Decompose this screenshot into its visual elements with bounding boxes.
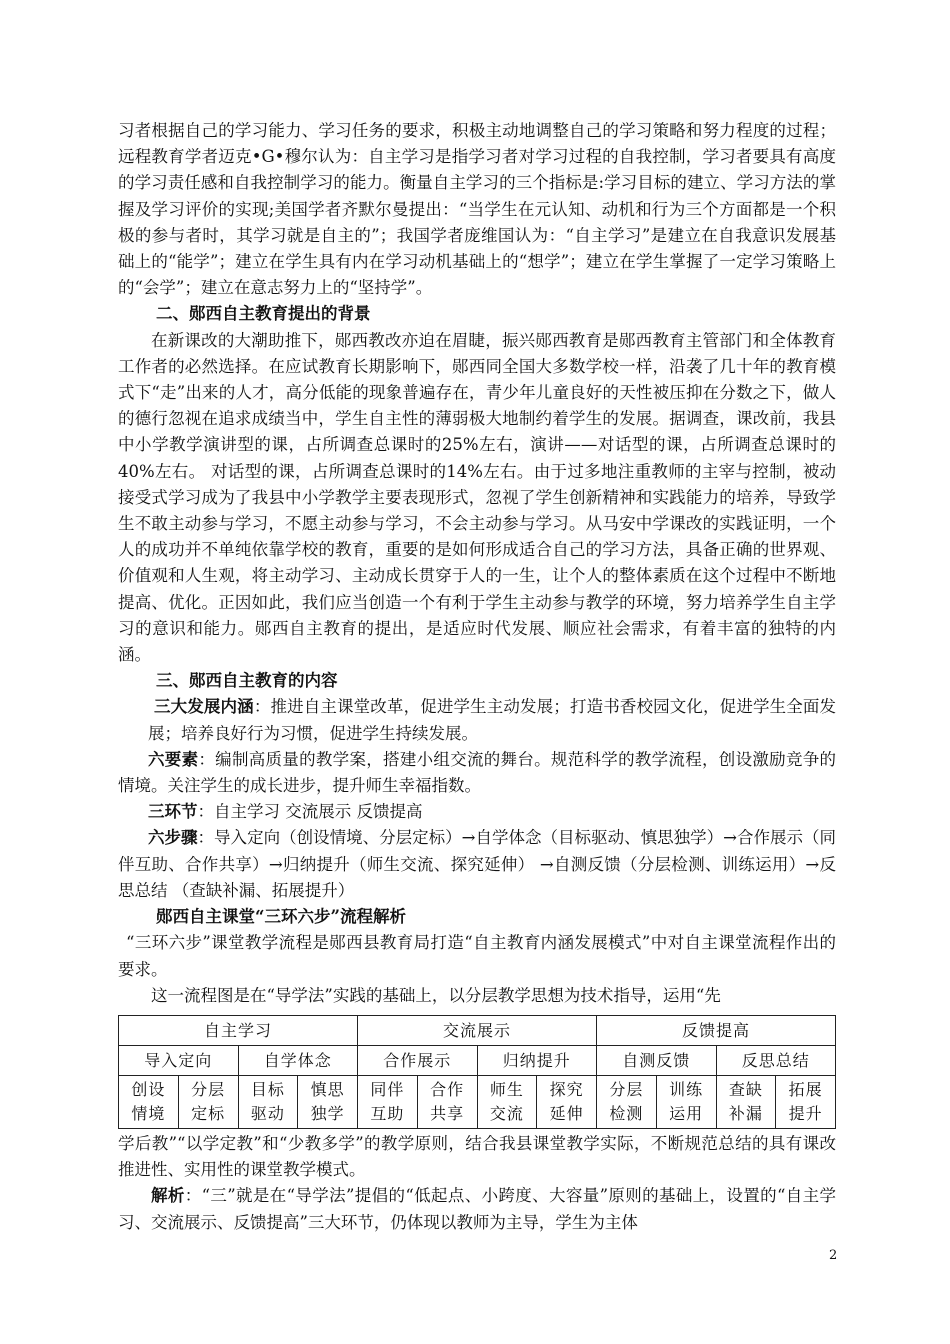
substep-line: 延伸 (549, 1103, 584, 1123)
substep-line: 创设 (131, 1079, 166, 1099)
flow-paragraph-1: “三环六步”课堂教学流程是郧西县教育局打造“自主教育内涵发展模式”中对自主课堂流程作出的要求。 (118, 933, 836, 979)
three-links-text: 自主学习 交流展示 反馈提高 (214, 802, 423, 822)
analysis-paragraph (118, 1183, 836, 1235)
six-steps-text: 导入定向（创设情境、分层定标）→自学体念（目标驱动、慎思独学）→合作展示（同伴互助、合作共享）→归纳提升（师生交流、探究延伸） →自测反馈（分层检测、训练运用）→反思总结 （查缺补漏、拓展提升） (118, 828, 837, 900)
substep-line: 拓展 (788, 1079, 823, 1099)
substep-line: 交流 (489, 1103, 524, 1123)
development-label: 三大发展内涵 (154, 697, 254, 717)
step-cell: 自测反馈 (597, 1045, 717, 1075)
three-links-item (118, 799, 836, 825)
substep-line: 检测 (609, 1103, 644, 1123)
substep-cell (537, 1075, 597, 1128)
flow-table (118, 1015, 836, 1129)
substep-line: 同伴 (370, 1079, 405, 1099)
steps-row (119, 1045, 836, 1075)
substep-line: 探究 (549, 1079, 584, 1099)
flow-heading: 郧西自主课堂“三环六步”流程解析 (156, 907, 406, 927)
flow-paragraph-3: 学后教”“以学定教”和“少教多学”的教学原则，结合我县课堂教学实际，不断规范总结的具有课改推进性、实用性的课堂教学模式。 (118, 1133, 836, 1180)
intro-paragraph: 习者根据自己的学习能力、学习任务的要求，积极主动地调整自己的学习策略和努力程度的过程；远程教育学者迈克•G•穆尔认为：自主学习是指学习者对学习过程的自我控制，学习者要具有高度的学习责任感和自我控制学习的能力。衡量自主学习的三个指标是:学习目标的建立、学习方法的掌握及学习评价的实现;美国学者齐默尔曼提出：“当学生在元认知、动机和行为三个方面都是一个积极的参与者时，其学习就是自主的”；我国学者庞维国认为：“自主学习”是建立在自我意识发展基础上的“能学”；建立在学生具有内在学习动机基础上的“想学”；建立在学生掌握了一定学习策略上的“会学”；建立在意志努力上的“坚持学”。 (118, 121, 836, 298)
flow-paragraph-2: 这一流程图是在“导学法”实践的基础上，以分层教学思想为技术指导，运用“先 (151, 985, 721, 1005)
substep-line: 补漏 (728, 1103, 763, 1123)
substep-line: 目标 (250, 1079, 285, 1099)
six-elements-item (118, 747, 836, 799)
step-cell: 导入定向 (119, 1045, 239, 1075)
substep-line: 慎思 (310, 1079, 345, 1099)
substep-line: 共享 (430, 1103, 465, 1123)
step-cell: 反思总结 (716, 1045, 836, 1075)
six-steps-label: 六步骤 (148, 828, 198, 848)
substep-line: 定标 (191, 1103, 226, 1123)
substep-cell (417, 1075, 477, 1128)
substep-cell (597, 1075, 657, 1128)
substep-line: 运用 (669, 1103, 704, 1123)
step-cell: 自学体念 (238, 1045, 358, 1075)
substep-line: 互助 (370, 1103, 405, 1123)
substep-line: 训练 (669, 1079, 704, 1099)
section2-paragraph: 在新课改的大潮助推下，郧西教改亦迫在眉睫，振兴郧西教育是郧西教育主管部门和全体教育工作者的必然选择。在应试教育长期影响下，郧西同全国大多数学校一样，沿袭了几十年的教育模式下“走”出来的人才，高分低能的现象普遍存在，青少年儿童良好的天性被压抑在分数之下，做人的德行忽视在追求成绩当中，学生自主性的薄弱极大地制约着学生的发展。据调查，课改前，我县中小学教学演讲型的课，占所调查总课时的25%左右，演讲——对话型的课，占所调查总课时的40%左右。 对话型的课，占所调查总课时的14%左右。由于过多地注重教师的主宰与控制，被动接受式学习成为了我县中小学教学主要表现形式，忽视了学生创新精神和实践能力的培养，导致学生不敢主动参与学习，不愿主动参与学习，不会主动参与学习。从马安中学课改的实践证明，一个人的成功并不单纯依靠学校的教育，重要的是如何形成适合自己的学习方法，具备正确的世界观、价值观和人生观，将主动学习、主动成长贯穿于人的一生，让个人的整体素质在这个过程中不断地提高、优化。正因如此，我们应当创造一个有利于学生主动参与教学的环境，努力培养学生自主学习的意识和能力。郧西自主教育的提出，是适应时代发展、顺应社会需求，有着丰富的独特的内涵。 (118, 330, 836, 665)
six-elements-label: 六要素 (148, 749, 199, 769)
six-elements-text: 编制高质量的教学案，搭建小组交流的舞台。规范科学的教学流程，创设激励竞争的情境。关注学生的成长进步，提升师生幸福指数。 (118, 749, 837, 796)
substep-line: 驱动 (250, 1103, 285, 1123)
development-sep: ： (253, 697, 271, 717)
section3-heading: 三、郧西自主教育的内容 (156, 671, 338, 691)
development-item (118, 694, 836, 746)
three-links-label: 三环节 (148, 802, 198, 822)
page-number: 2 (829, 1248, 838, 1263)
substep-cell (358, 1075, 418, 1128)
analysis-sep: ： (184, 1186, 202, 1206)
step-cell: 合作展示 (358, 1045, 478, 1075)
analysis-label: 解析 (151, 1186, 185, 1206)
substep-cell (477, 1075, 537, 1128)
substep-line: 分层 (609, 1079, 644, 1099)
substep-cell (119, 1075, 179, 1128)
substep-line: 合作 (430, 1079, 465, 1099)
substep-cell (716, 1075, 776, 1128)
substep-cell (298, 1075, 358, 1128)
substep-cell (776, 1075, 836, 1128)
document-page (118, 118, 836, 1236)
stage-cell: 反馈提高 (597, 1015, 836, 1045)
six-elements-sep: ： (198, 749, 216, 769)
substep-line: 查缺 (728, 1079, 763, 1099)
substep-line: 独学 (310, 1103, 345, 1123)
substep-cell (178, 1075, 238, 1128)
substeps-row (119, 1075, 836, 1128)
substep-line: 分层 (191, 1079, 226, 1099)
development-text: 推进自主课堂改革，促进学生主动发展；打造书香校园文化，促进学生全面发展；培养良好行为习惯，促进学生持续发展。 (148, 697, 837, 743)
section2-heading: 二、郧西自主教育提出的背景 (156, 304, 371, 324)
stage-cell: 自主学习 (119, 1015, 358, 1045)
substep-cell (656, 1075, 716, 1128)
six-steps-item (118, 825, 836, 904)
stage-cell: 交流展示 (358, 1015, 597, 1045)
substep-line: 提升 (788, 1103, 823, 1123)
stages-row (119, 1015, 836, 1045)
three-links-sep: ： (197, 802, 214, 822)
substep-cell (238, 1075, 298, 1128)
substep-line: 情境 (131, 1103, 166, 1123)
step-cell: 归纳提升 (477, 1045, 597, 1075)
analysis-text: “三”就是在“导学法”提倡的“低起点、小跨度、大容量”原则的基础上，设置的“自主学习、交流展示、反馈提高”三大环节，仍体现以教师为主导，学生为主体 (118, 1186, 836, 1232)
six-steps-sep: ： (197, 828, 215, 848)
substep-line: 师生 (489, 1079, 524, 1099)
